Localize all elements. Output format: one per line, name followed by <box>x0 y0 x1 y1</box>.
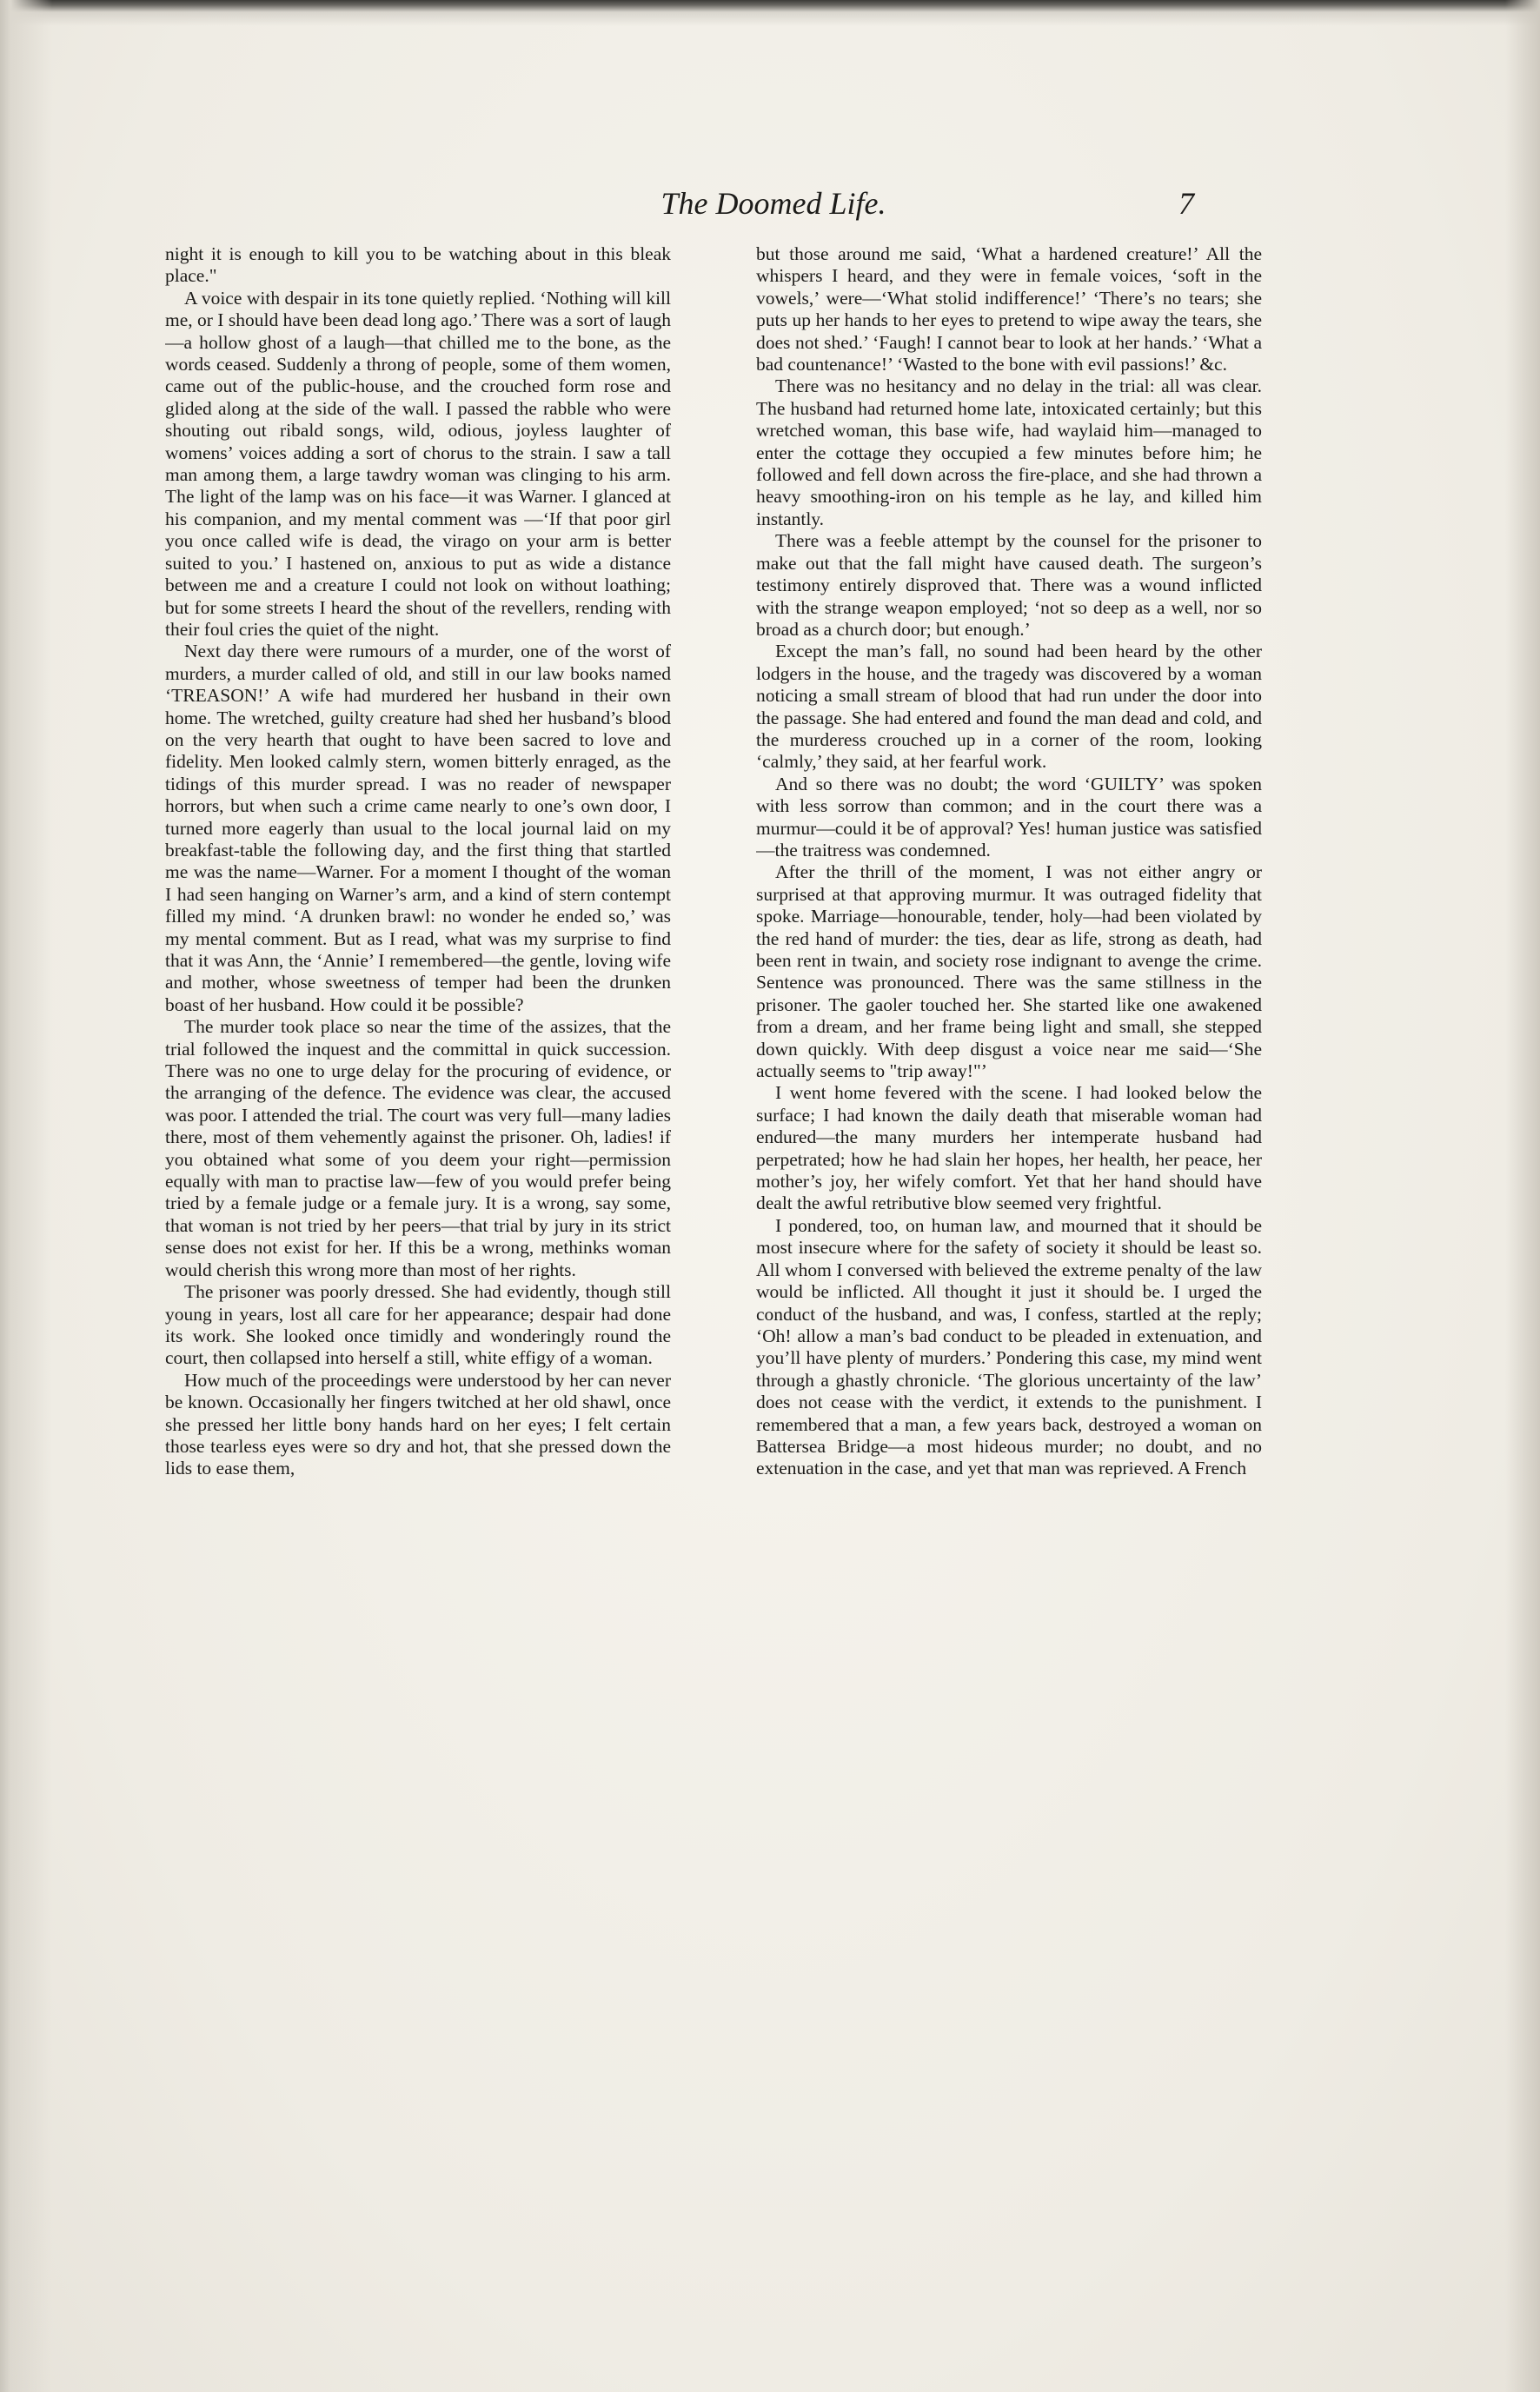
running-head <box>0 183 1540 235</box>
binding-shadow <box>0 0 61 2392</box>
paragraph: Except the man’s fall, no sound had been heard by the other lodgers in the house, and the tragedy was discovered by a woman noticing a small stream of blood that had run under the door into the passage. She had entered and found the man dead and cold, and the murderess crouched up in a corner of the room, looking ‘calmly,’ they said, at her fearful work. <box>756 641 1262 773</box>
left-text-column <box>165 243 671 2373</box>
paragraph: And so there was no doubt; the word ‘GUILTY’ was spoken with less sorrow than common; and in the court there was a murmur—could it be of approval? Yes! human justice was satisfied—the traitress was condemned. <box>756 773 1262 860</box>
torn-top-edge <box>0 0 1540 35</box>
paragraph: There was no hesitancy and no delay in the trial: all was clear. The husband had returned home late, intoxicated certainly; but this wretched woman, this base wife, had waylaid him—managed to enter the cottage they occupied a few minutes before him; he followed and fell down across the fire-place, and she had thrown a heavy smoothing-iron on his temple as he lay, and killed him instantly. <box>756 375 1262 529</box>
paragraph: The prisoner was poorly dressed. She had evidently, though still young in years, lost all care for her appearance; despair had done its work. She looked once timidly and wonderingly round the court, then collapsed into herself a still, white effigy of a woman. <box>165 1281 671 1369</box>
running-title: The Doomed Life. <box>660 186 886 221</box>
page-edge-shadow <box>1505 0 1540 2392</box>
paragraph: but those around me said, ‘What a hardened creature!’ All the whispers I heard, and they were in female voices, ‘soft in the vowels,’ were—‘What stolid indifference!’ ‘There’s no tears; she puts up her hands to her eyes to pretend to wipe away the tears, she does not shed.’ ‘Faugh! I cannot bear to look at her hands.’ ‘What a bad countenance!’ ‘Wasted to the bone with evil passions!’ &c. <box>756 243 1262 375</box>
paragraph: Next day there were rumours of a murder, one of the worst of murders, a murder called of old, and still in our law books named ‘TREASON!’ A wife had murdered her husband in their own home. The wretched, guilty creature had shed her husband’s blood on the very hearth that ought to have been sacred to love and fidelity. Men looked calmly stern, women bitterly enraged, as the tidings of this murder spread. I was no reader of newspaper horrors, but when such a crime came nearly to one’s own door, I turned more eagerly than usual to the local journal laid on my breakfast-table the following day, and the first thing that startled me was the name—Warner. For a moment I thought of the woman I had seen hanging on Warner’s arm, and a kind of stern contempt filled my mind. ‘A drunken brawl: no wonder he ended so,’ was my mental comment. But as I read, what was my surprise to find that it was Ann, the ‘Annie’ I remembered—the gentle, loving wife and mother, whose sweetness of temper had been the drunken boast of her husband. How could it be possible? <box>165 641 671 1015</box>
paragraph: There was a feeble attempt by the counsel for the prisoner to make out that the fall might have caused death. The surgeon’s testimony entirely disproved that. There was a wound inflicted with the strange weapon employed; ‘not so deep as a well, nor so broad as a church door; but enough.’ <box>756 530 1262 640</box>
paragraph: A voice with despair in its tone quietly replied. ‘Nothing will kill me, or I should have been dead long ago.’ There was a sort of laugh —a hollow ghost of a laugh—that chilled me to the bone, as the words ceased. Suddenly a throng of people, some of them women, came out of the public-house, and the crouched form rose and glided along at the side of the wall. I passed the rabble who were shouting out ribald songs, wild, odious, joyless laughter of womens’ voices adding a sort of chorus to the strain. I saw a tall man among them, a large tawdry woman was clinging to his arm. The light of the lamp was on his face—it was Warner. I glanced at his companion, and my mental comment was —‘If that poor girl you once called wife is dead, the virago on your arm is better suited to you.’ I hastened on, anxious to put as wide a distance between me and a creature I could not look on without loathing; but for some streets I heard the shout of the revellers, rending with their foul cries the quiet of the night. <box>165 287 671 640</box>
page-number: 7 <box>1178 186 1194 221</box>
paragraph: After the thrill of the moment, I was not either angry or surprised at that approving murmur. It was outraged fidelity that spoke. Marriage—honourable, tender, holy—had been violated by the red hand of murder: the ties, dear as life, strong as death, had been rent in twain, and society rose indignant to avenge the crime. Sentence was pronounced. There was the same stillness in the prisoner. The gaoler touched her. She started like one awakened from a dream, and her frame being light and small, she stepped down quickly. With deep disgust a voice near me said—‘She actually seems to "trip away!"’ <box>756 861 1262 1082</box>
paragraph: The murder took place so near the time of the assizes, that the trial followed the inquest and the committal in quick succession. There was no one to urge delay for the procuring of evidence, or the arranging of the defence. The evidence was clear, the accused was poor. I attended the trial. The court was very full—many ladies there, most of them vehemently against the prisoner. Oh, ladies! if you obtained what some of you deem your right—permission equally with man to practise law—few of you would prefer being tried by a female judge or a female jury. It is a wrong, say some, that woman is not tried by her peers—that trial by jury in its strict sense does not exist for her. If this be a wrong, methinks woman would cherish this wrong more than most of her rights. <box>165 1016 671 1280</box>
paragraph: night it is enough to kill you to be watching about in this bleak place." <box>165 243 671 287</box>
paragraph: How much of the proceedings were understood by her can never be known. Occasionally her fingers twitched at her old shawl, once she pressed her little bony hands hard on her eyes; I felt certain those tearless eyes were so dry and hot, that she pressed down the lids to ease them, <box>165 1369 671 1479</box>
paragraph: I pondered, too, on human law, and mourned that it should be most insecure where for the safety of society it should be least so. All whom I conversed with believed the extreme penalty of the law would be inflicted. All thought it just it should be. I urged the conduct of the husband, and was, I confess, startled at the reply; ‘Oh! allow a man’s bad conduct to be pleaded in extenuation, and you’ll have plenty of murders.’ Pondering this case, my mind went through a ghastly chronicle. ‘The glorious uncertainty of the law’ does not cease with the verdict, it extends to the punishment. I remembered that a man, a few years back, destroyed a woman on Battersea Bridge—a most hideous murder; no doubt, and no extenuation in the case, and yet that man was reprieved. A French <box>756 1214 1262 1479</box>
right-text-column <box>756 243 1262 2373</box>
paragraph: I went home fevered with the scene. I had looked below the surface; I had known the daily death that miserable woman had endured—the many murders her intemperate husband had perpetrated; how he had slain her hopes, her health, her peace, her mother’s joy, her wifely comfort. Yet that her hand should have dealt the awful retributive blow seemed very frightful. <box>756 1082 1262 1214</box>
